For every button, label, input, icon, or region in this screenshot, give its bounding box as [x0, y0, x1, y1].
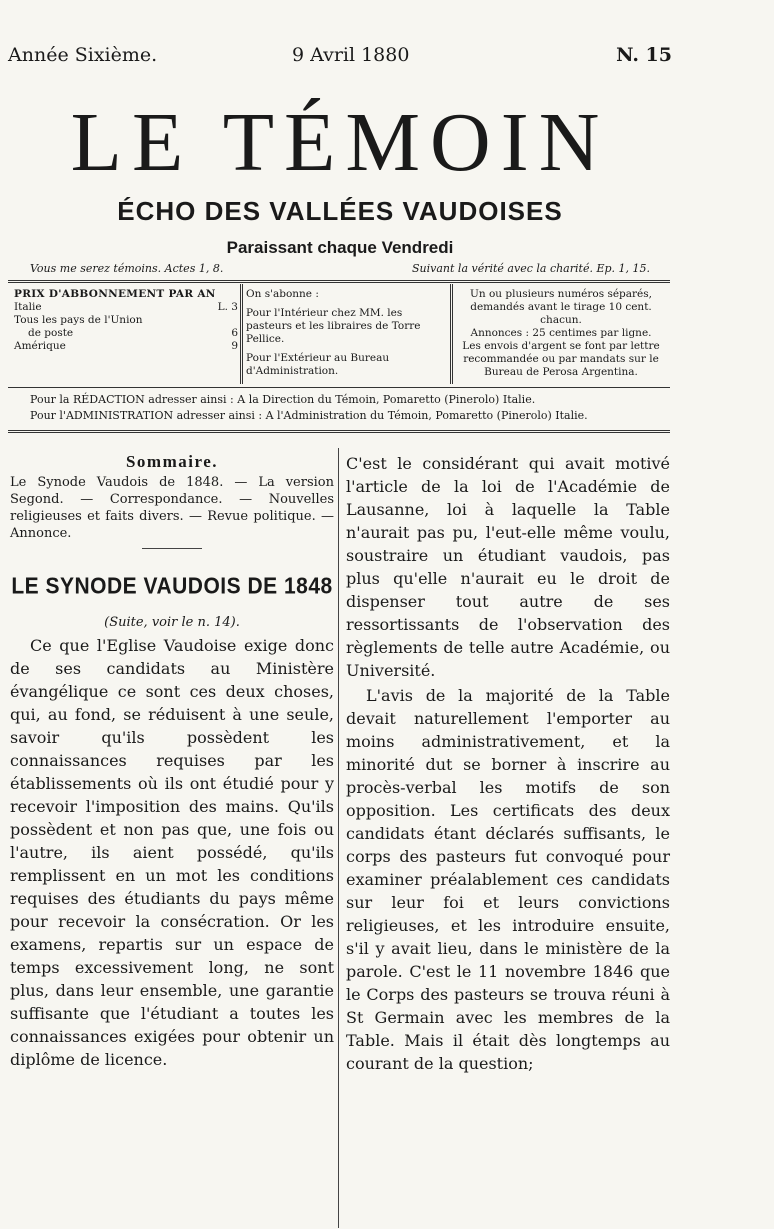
- motto-left: Vous me serez témoins. Actes 1, 8.: [30, 262, 224, 275]
- motto-right: Suivant la vérité avec la charité. Ep. 1, 15.: [412, 262, 650, 275]
- rule-bottom: [8, 430, 670, 433]
- rate-value: 9: [231, 340, 238, 352]
- column-rule: [338, 448, 339, 1228]
- rate-row: [14, 327, 238, 340]
- issue-date: 9 Avril 1880: [292, 44, 410, 66]
- price-column: [14, 288, 238, 353]
- notices-column: [456, 288, 666, 379]
- rate-label: Tous les pays de l'Union: [14, 314, 143, 326]
- rule-mid: [8, 387, 670, 388]
- newspaper-subtitle: ÉCHO DES VALLÉES VAUDOISES: [117, 196, 563, 226]
- subscribe-exterior: Pour l'Extérieur au Bureau d'Administration.: [246, 352, 390, 377]
- payment-note: Les envois d'argent se font par lettre recommandée ou par mandats sur le Bureau de Perosa Argentina.: [462, 340, 660, 378]
- rate-label: Amérique: [14, 340, 66, 352]
- subscribe-column: [246, 288, 446, 378]
- rate-value: 6: [231, 327, 238, 339]
- issue-line: [8, 44, 672, 70]
- issue-year: Année Sixième.: [8, 44, 158, 66]
- issue-price-note: Un ou plusieurs numéros séparés, demandés avant le tirage 10 cent. chacun.: [470, 288, 652, 326]
- article-continuation: (Suite, voir le n. 14).: [104, 615, 240, 630]
- article-paragraph: Ce que l'Eglise Vaudoise exige donc de ses candidats au Ministère évangélique ce sont ces deux choses, qui, au fond, se réduisent à une seule, savoir qu'ils possèdent les connaissances requises par les établissements où ils ont étudié pour y recevoir l'imposition des mains. Qu'ils possèdent et non pas que, une fois ou l'autre, ils aient possédé, qu'ils remplissent en un mot les conditions requises des étudiants du pays même pour recevoir la consécration. Or les examens, repartis sur un espace de temps excessivement long, ne sont plus, dans leur ensemble, une garantie suffisante que l'étudiant a toutes les connaissances exigées pour obtenir un diplôme de licence.: [10, 636, 334, 1069]
- summary-text: Le Synode Vaudois de 1848. — La version Segond. — Correspondance. — Nouvelles religieuses et faits divers. — Revue politique. — Annonce.: [10, 475, 334, 541]
- rate-label: de poste: [28, 327, 74, 339]
- subscription-box: [8, 284, 670, 384]
- newspaper-title: LE TÉMOIN: [70, 96, 610, 189]
- rate-row: [14, 340, 238, 353]
- subscribe-interior: Pour l'Intérieur chez MM. les pasteurs et les libraires de Torre Pellice.: [246, 307, 421, 345]
- article-body-left: [10, 634, 334, 1071]
- rate-label: Italie: [14, 301, 42, 313]
- article-body-right: [346, 452, 670, 1075]
- summary-title: Sommaire.: [125, 452, 219, 471]
- ads-price-note: Annonces : 25 centimes par ligne.: [470, 327, 652, 339]
- article-paragraph: L'avis de la majorité de la Table devait naturellement l'emporter au moins administrativement, et la minorité dut se borner à inscrire au procès-verbal les motifs de son opposition. Les certificats des deux candidats étant déclarés suffisants, le corps des pasteurs fut convoqué pour examiner préalablement ces candidats sur leur foi et leurs convictions religieuses, et les introduire ensuite, s'il y avait lieu, dans le ministère de la parole. C'est le 11 novembre 1846 que le Corps des pasteurs se trouva réuni à St Germain avec les membres de la Table. Mais il était dès longtemps au courant de la question;: [346, 686, 670, 1073]
- periodicity: Paraissant chaque Vendredi: [226, 238, 454, 257]
- rate-row: [14, 301, 238, 314]
- address-box: [8, 392, 670, 428]
- rate-value: L. 3: [217, 301, 238, 313]
- column-divider: [450, 284, 453, 384]
- price-title: PRIX D'ABBONNEMENT PAR AN: [14, 288, 216, 300]
- column-divider: [240, 284, 243, 384]
- article-paragraph: C'est le considérant qui avait motivé l'article de la loi de l'Académie de Lausanne, loi à laquelle la Table n'aurait pas pu, l'eut-elle même voulu, soustraire un étudiant vaudois, pas plus qu'elle n'aurait eu le droit de dispenser tout autre de ses ressortissants de l'observation des règlements de telle autre Académie, ou Université.: [346, 454, 670, 680]
- article-title: LE SYNODE VAUDOIS DE 1848: [11, 573, 333, 600]
- redaction-address: Pour la RÉDACTION adresser ainsi : A la Direction du Témoin, Pomaretto (Pinerolo) Italie.: [30, 393, 536, 406]
- motto-line: [30, 262, 650, 278]
- rate-row: [14, 314, 238, 327]
- administration-address: Pour l'ADMINISTRATION adresser ainsi : A l'Administration du Témoin, Pomaretto (Pinerolo) Italie.: [30, 409, 588, 422]
- right-column: [346, 452, 670, 1075]
- issue-number: N. 15: [616, 44, 672, 66]
- left-column: [10, 452, 334, 1071]
- subscribe-heading: On s'abonne :: [246, 288, 319, 300]
- summary-rule: [142, 548, 202, 549]
- rule-top: [8, 280, 670, 283]
